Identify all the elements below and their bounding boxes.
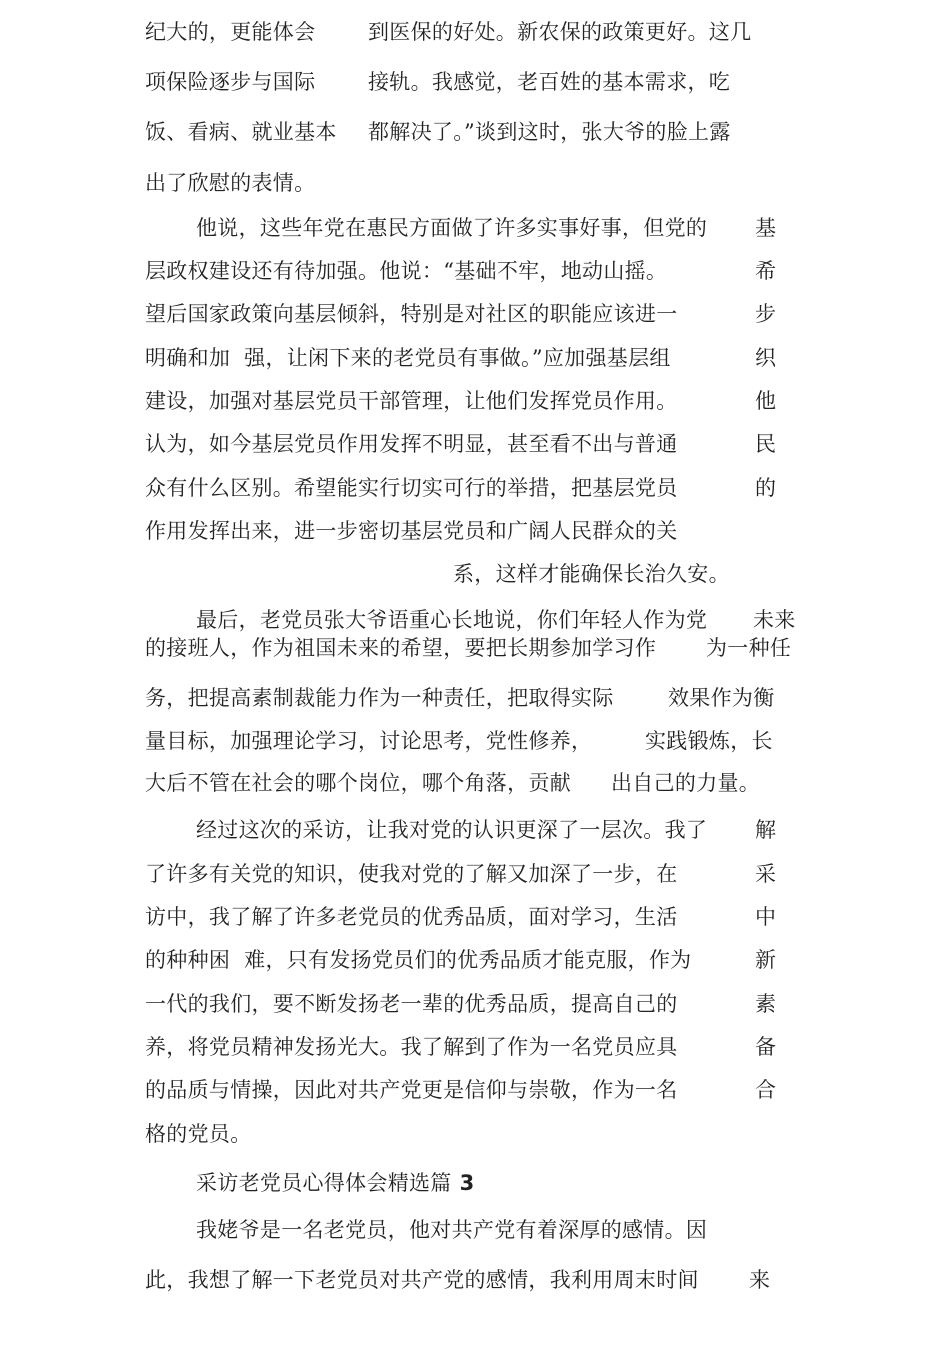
text-line: 众有什么区别。希望能实行切实可行的举措，把基层党员 — [145, 476, 678, 500]
text-line: 民 — [755, 432, 777, 456]
text-line: 了许多有关党的知识，使我对党的了解又加深了一步，在 — [145, 862, 678, 886]
text-line: 明确和加 强，让闲下来的老党员有事做。”应加强基层组 — [145, 346, 671, 370]
text-line: 作用发挥出来，进一步密切基层党员和广阔人民群众的关 — [145, 519, 678, 543]
text-line: 的接班人，作为祖国未来的希望，要把长期参加学习作 — [145, 636, 657, 660]
text-line: 认为，如今基层党员作用发挥不明显，甚至看不出与普通 — [145, 432, 678, 456]
text-line: 未来 — [753, 608, 796, 632]
text-line: 的品质与情操，因此对共产党更是信仰与崇敬，作为一名 — [145, 1078, 678, 1102]
text-line: 织 — [755, 346, 777, 370]
text-line: 层政权建设还有待加强。他说：“基础不牢，地动山摇。 — [145, 259, 668, 283]
text-line: 步 — [755, 302, 777, 326]
text-line: 大后不管在社会的哪个岗位，哪个角落，贡献 — [145, 771, 571, 795]
text-line: 实践锻炼，长 — [645, 729, 773, 753]
text-line: 来 — [749, 1268, 771, 1292]
section-heading-text: 采访老党员心得体会精选篇 — [196, 1171, 452, 1195]
text-line: 解 — [755, 818, 777, 842]
text-line: 他 — [755, 389, 777, 413]
text-line: 合 — [755, 1078, 777, 1102]
text-line: 经过这次的采访，让我对党的认识更深了一层次。我了 — [196, 818, 708, 842]
text-line: 系，这样才能确保长治久安。 — [453, 562, 730, 586]
text-line: 采 — [755, 862, 777, 886]
text-line: 到医保的好处。新农保的政策更好。这几 — [368, 20, 752, 44]
text-line: 养，将党员精神发扬光大。我了解到了作为一名党员应具 — [145, 1035, 678, 1059]
text-line: 纪大的，更能体会 — [145, 20, 316, 44]
text-line: 出了欣慰的表情。 — [145, 171, 316, 195]
section-heading — [196, 1169, 475, 1197]
text-line: 一代的我们，要不断发扬老一辈的优秀品质，提高自己的 — [145, 992, 678, 1016]
text-line: 希 — [755, 259, 777, 283]
text-line: 务，把提高素制裁能力作为一种责任，把取得实际 — [145, 686, 614, 710]
text-line: 量目标，加强理论学习，讨论思考，党性修养， — [145, 729, 593, 753]
text-line: 饭、看病、就业基本 — [145, 120, 337, 144]
text-line: 出自己的力量。 — [611, 771, 761, 795]
text-line: 我姥爷是一名老党员，他对共产党有着深厚的感情。因 — [196, 1218, 708, 1242]
text-line: 访中，我了解了许多老党员的优秀品质，面对学习，生活 — [145, 905, 678, 929]
text-line: 的种种困 难，只有发扬党员们的优秀品质才能克服，作为 — [145, 948, 692, 972]
text-line: 基 — [755, 216, 777, 240]
text-line: 的 — [755, 476, 777, 500]
text-line: 接轨。我感觉，老百姓的基本需求，吃 — [368, 70, 731, 94]
section-heading-number: 3 — [459, 1171, 475, 1195]
text-line: 望后国家政策向基层倾斜，特别是对社区的职能应该进一 — [145, 302, 678, 326]
text-line: 效果作为衡 — [668, 686, 775, 710]
text-line: 中 — [755, 905, 777, 929]
text-line: 都解决了。”谈到这时，张大爷的脸上露 — [368, 120, 731, 144]
text-line: 建设，加强对基层党员干部管理，让他们发挥党员作用。 — [145, 389, 678, 413]
text-line: 最后，老党员张大爷语重心长地说，你们年轻人作为党 — [196, 608, 708, 632]
text-line: 格的党员。 — [145, 1122, 252, 1146]
text-line: 新 — [755, 948, 777, 972]
text-line: 为一种任 — [706, 636, 792, 660]
text-line: 素 — [755, 992, 777, 1016]
text-line: 他说，这些年党在惠民方面做了许多实事好事，但党的 — [196, 216, 708, 240]
text-line: 项保险逐步与国际 — [145, 70, 316, 94]
text-line: 此，我想了解一下老党员对共产党的感情，我利用周末时间 — [145, 1268, 699, 1292]
text-line: 备 — [755, 1035, 777, 1059]
